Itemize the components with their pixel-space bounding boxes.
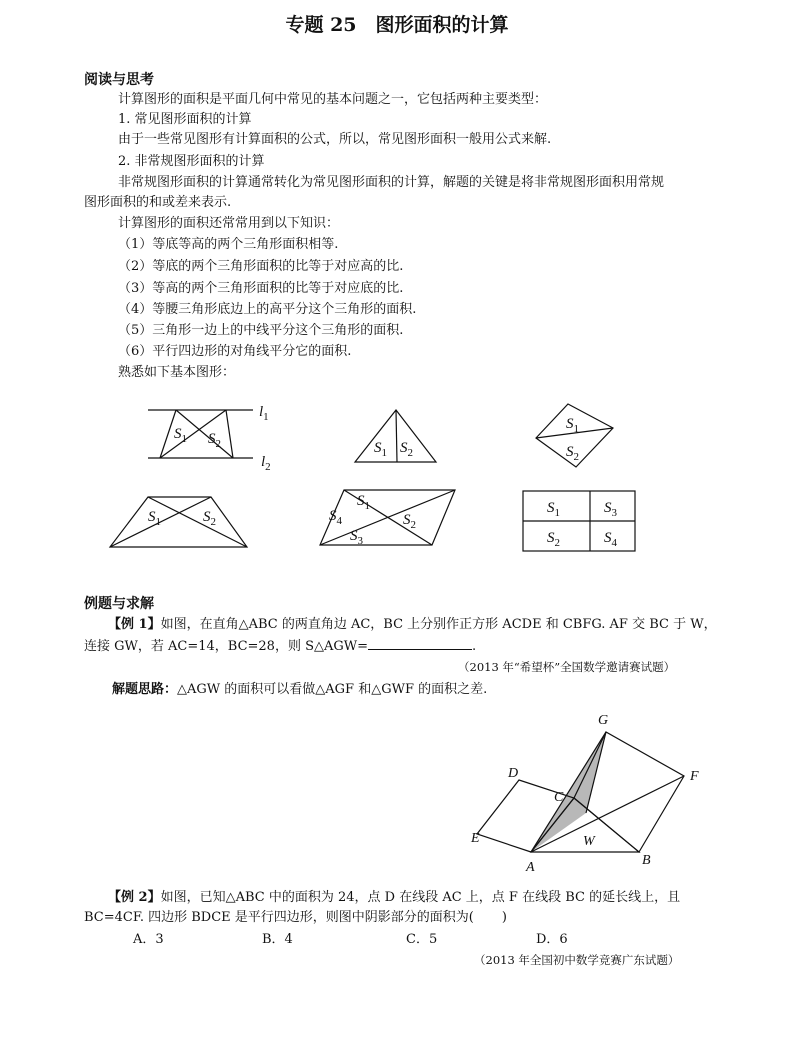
- paragraph-line: 由于一些常见图形有计算面积的公式，所以，常见图形面积一般用公式来解.: [118, 132, 552, 147]
- point-label: C: [554, 790, 564, 805]
- region-label: $S_1$: [357, 493, 370, 512]
- region-label: $S_2$: [208, 431, 221, 450]
- option-b[interactable]: B．4: [262, 932, 293, 947]
- grid-cell-label: $S_4$: [604, 530, 617, 549]
- section-heading-examples: 例题与求解: [84, 596, 154, 612]
- list-item: （6）平行四边形的对角线平分它的面积.: [118, 344, 352, 359]
- list-item: （2）等底的两个三角形面积的比等于对应高的比.: [118, 259, 404, 274]
- answer-blank[interactable]: [368, 637, 472, 650]
- section-heading-reading: 阅读与思考: [84, 72, 154, 88]
- example1-question: [84, 637, 476, 656]
- paragraph-line: 2. 非常规图形面积的计算: [118, 154, 265, 169]
- point-label: B: [642, 853, 651, 868]
- example2-text: [108, 889, 680, 907]
- example-line: BC=4CF. 四边形 BDCE 是平行四边形，则图中阴影部分的面积为(: [84, 910, 474, 925]
- paragraph-line: 熟悉如下基本图形：: [118, 365, 236, 380]
- list-item: （1）等底等高的两个三角形面积相等.: [118, 237, 339, 252]
- paragraph-line: 1. 常见图形面积的计算: [118, 112, 252, 127]
- list-item: （4）等腰三角形底边上的高平分这个三角形的面积.: [118, 302, 417, 317]
- example-line: 如图，已知△ABC 中的面积为 24，点 D 在线段 AC 上，点 F 在线段 BC 的延长线上，且: [160, 890, 681, 905]
- region-label: $S_2$: [203, 509, 216, 528]
- example-line: 连接 GW，若 AC=14，BC=28，则 S△AGW=: [84, 639, 369, 654]
- paragraph-line: 图形面积的和或差来表示.: [84, 195, 232, 210]
- point-label: G: [598, 713, 609, 728]
- option-c[interactable]: C．5: [406, 932, 438, 947]
- source-note: （2013 年全国初中数学竞赛广东试题）: [474, 953, 680, 967]
- point-label: W: [583, 834, 595, 849]
- paragraph-line: 计算图形的面积还常常用到以下知识：: [118, 216, 340, 231]
- hint-label: 解题思路：: [112, 682, 178, 697]
- region-label: $S_2$: [403, 512, 416, 531]
- region-label: $S_2$: [400, 440, 413, 459]
- example1-text: [108, 616, 717, 634]
- hint-text: △AGW 的面积可以看做△AGF 和△GWF 的面积之差.: [177, 682, 488, 697]
- source-note: （2013 年“希望杯”全国数学邀请赛试题）: [458, 660, 676, 674]
- line-label: $l_1$: [259, 404, 269, 423]
- point-label: A: [526, 860, 535, 875]
- example1-figure: [470, 713, 699, 875]
- line-label: $l_2$: [261, 454, 271, 473]
- point-label: F: [690, 769, 699, 784]
- point-label: E: [471, 831, 480, 846]
- paragraph-line: 非常规图形面积的计算通常转化为常见图形面积的计算，解题的关键是将非常规图形面积用常规: [118, 175, 665, 190]
- region-label: $S_1$: [174, 426, 187, 445]
- paragraph-line: 计算图形的面积是平面几何中常见的基本问题之一，它包括两种主要类型：: [118, 92, 548, 107]
- page-title: 专题 25 图形面积的计算: [285, 14, 509, 36]
- example-line-end: .: [472, 639, 477, 654]
- option-a[interactable]: A．3: [133, 932, 164, 947]
- solution-hint: [112, 681, 487, 699]
- example-line-end: ): [501, 910, 507, 925]
- example-line: 如图，在直角△ABC 的两直角边 AC，BC 上分别作正方形 ACDE 和 CBFG. AF 交 BC 于 W，: [160, 617, 717, 632]
- point-label: D: [508, 766, 519, 781]
- region-label: $S_2$: [566, 444, 579, 463]
- example-label: 【例 2】: [108, 890, 161, 905]
- grid-cell-label: $S_1$: [547, 500, 560, 519]
- example-label: 【例 1】: [108, 617, 161, 632]
- list-item: （5）三角形一边上的中线平分这个三角形的面积.: [118, 323, 404, 338]
- grid-cell-label: $S_2$: [547, 530, 560, 549]
- grid-cell-label: $S_3$: [604, 500, 617, 519]
- region-label: $S_4$: [329, 508, 342, 527]
- region-label: $S_1$: [148, 509, 161, 528]
- example2-question: [84, 909, 507, 927]
- list-item: （3）等高的两个三角形面积的比等于对应底的比.: [118, 281, 404, 296]
- option-d[interactable]: D．6: [536, 932, 568, 947]
- region-label: $S_1$: [374, 440, 387, 459]
- region-label: $S_1$: [566, 416, 579, 435]
- region-label: $S_3$: [350, 528, 363, 547]
